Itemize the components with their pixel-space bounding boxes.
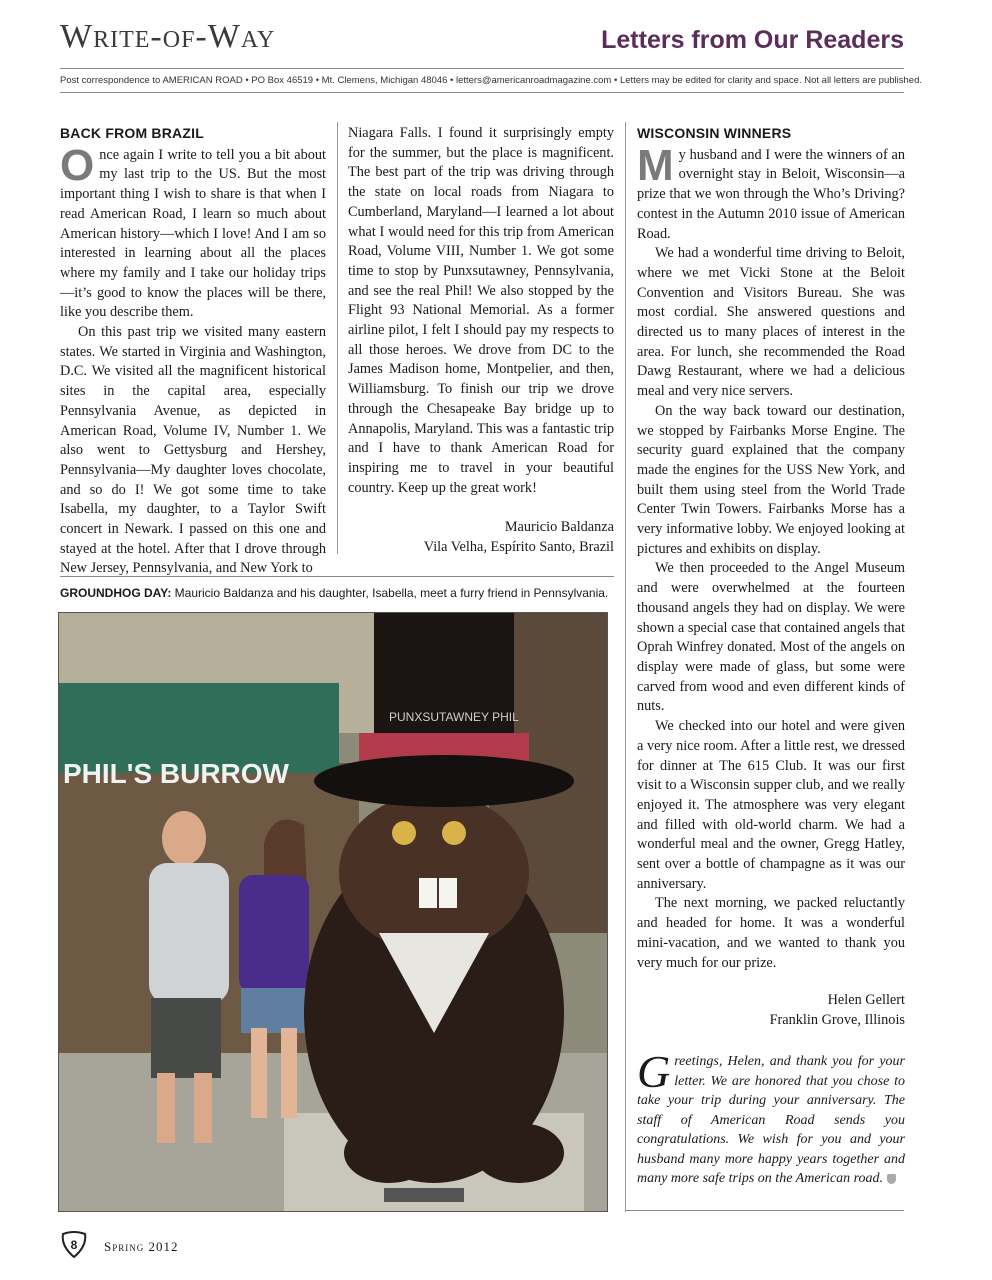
letter2-paragraph-4: We then proceeded to the Angel Museum and were overwhelmed at the fourteen thousand angels they had on display. We were shown a special case that contained angels that Oprah Winfrey donated. Most of the angels on display were made of glass, but some were carved from wood and even different kinds of nuts. — [637, 560, 905, 715]
editor-bottom-rule — [626, 1210, 904, 1211]
letter1-signature-place: Vila Velha, Espírito Santo, Brazil — [423, 539, 614, 556]
end-mark-icon — [887, 1174, 896, 1184]
letter2-paragraph-1: My husband and I were the winners of an overnight stay in Beloit, Wisconsin—a prize that we won through the Who’s Driving? contest in the Autumn 2010 issue of American Road. — [637, 140, 905, 242]
top-rule — [60, 68, 904, 69]
letter2-signature-name: Helen Gellert — [827, 992, 905, 1009]
letter2-heading: WISCONSIN WINNERS — [637, 125, 792, 141]
letter1-paragraph-1: Once again I write to tell you a bit about my last trip to the US. But the most important thing I wish to share is that when I read American Road, I learn so much about American history—which I love! And I am so interested in learning about all the places where my family and I take our holiday trips—it’s good to know the places will be there, like you describe them. — [60, 140, 326, 321]
photo-caption: GROUNDHOG DAY: Mauricio Baldanza and his daughter, Isabella, meet a furry friend in Pennsylvania. — [60, 586, 609, 600]
letter2-signature-place: Franklin Grove, Illinois — [769, 1011, 905, 1028]
awning-sign-text: PHIL'S BURROW — [63, 758, 289, 789]
letter2-paragraph-3: On the way back toward our destination, we stopped by Fairbanks Morse Engine. The security guard explained that the company made the engines for the USS New York, and built them using steel from the World Trade Center Twin Towers. Fairbanks Morse has a very informative lobby. We enjoyed looking at pictures and exhibits on display. — [637, 402, 905, 557]
route-shield-icon — [60, 1230, 88, 1258]
page-subtitle: Letters from Our Readers — [601, 26, 904, 54]
editor-reply-text: reetings, Helen, and thank you for your letter. We are honored that you chose to take your trip during your anniversary. The staff of American Road sends you congratulations. We wish for you and your husband many more happy years together and many more safe trips on the American road. — [637, 1054, 905, 1186]
hat-text: PUNXSUTAWNEY PHIL — [389, 710, 519, 724]
postline-rule — [60, 92, 904, 93]
caption-rule — [60, 576, 614, 577]
letter1-heading: BACK FROM BRAZIL — [60, 125, 204, 141]
letter2-paragraph-6: The next morning, we packed reluctantly and headed for home. It was a wonderful mini-vacation, and we wanted to thank you very much for our prize. — [637, 895, 905, 971]
column-divider-2 — [625, 122, 626, 1212]
page-number: 8 — [70, 1238, 78, 1252]
letter2-column — [637, 124, 905, 1031]
letter1-column-1 — [60, 124, 326, 579]
column-divider-1 — [337, 122, 338, 554]
letter2-paragraph-2: We had a wonderful time driving to Beloit, where we met Vicki Stone at the Beloit Convention and Visitors Bureau. She was most cordial. She answered questions and directed us to many places of interest in the area. For lunch, she recommended the Road Dawg Restaurant, where we had a delicious meal and very nice servers. — [637, 245, 905, 400]
section-title: Write-of-Way — [60, 18, 276, 55]
letter1-paragraph-3: Niagara Falls. I found it surprisingly empty for the summer, but the place is magnificent. The best part of the trip was driving through the state on local roads from Niagara to Cumberland, Maryland—I learned a lot about what I would need for this trip from American Road, Volume VIII, Number 1. We got some time to stop by Punxsutawney, Pennsylvania, and see the real Phil! We also stopped by the Flight 93 National Memorial. As a former airline pilot, I felt I should pay my respects to all those heroes. We drove from DC to the James Madison home, Montpelier, and then, Williamsburg. To finish our trip we drove through the Chesapeake Bay bridge up to Annapolis, Maryland. This was a fantastic trip and I have to thank American Road for inspiring me to travel in your beautiful country. Keep up the great work! — [348, 125, 614, 496]
editor-reply — [637, 1046, 905, 1189]
letter1-paragraph-2: On this past trip we visited many eastern states. We started in Virginia and Washington, D.C. We visited all the magnificent historical sites in the capital area, especially Pennsylvania Avenue, as depicted in American Road, Volume IV, Number 1. We also went to Gettysburg and Hershey, Pennsylvania—My daughter loves chocolate, and so do I! We got some time to take Isabella, my daughter, to a Taylor Swift concert in Newark. I passed on this one and stayed at the hotel. After that I drove through New Jersey, Pennsylvania, and New York to — [60, 324, 326, 577]
issue-label: Spring 2012 — [104, 1239, 179, 1254]
editor-dropcap: G — [637, 1046, 671, 1097]
groundhog-photo — [58, 612, 608, 1212]
letter2-paragraph-5: We checked into our hotel and were given a very nice room. After a little rest, we dressed for dinner at The 615 Club. It was our first visit to a Wisconsin supper club, and we really enjoyed it. The atmosphere was very elegant and filled with old-world charm. We had a wonderful meal and the owner, Gregg Hatley, sent over a bottle of champagne as it was our anniversary. — [637, 718, 905, 892]
letter1-dropcap: O — [60, 140, 95, 190]
letter1-signature-name: Mauricio Baldanza — [504, 519, 614, 536]
postline: Post correspondence to AMERICAN ROAD • PO Box 46519 • Mt. Clemens, Michigan 48046 • letters@americanroadmagazine.com • Letters may be edited for clarity and space. Not all letters are published. — [60, 75, 922, 86]
letter2-dropcap: M — [637, 140, 674, 190]
letter1-column-2 — [348, 124, 614, 558]
